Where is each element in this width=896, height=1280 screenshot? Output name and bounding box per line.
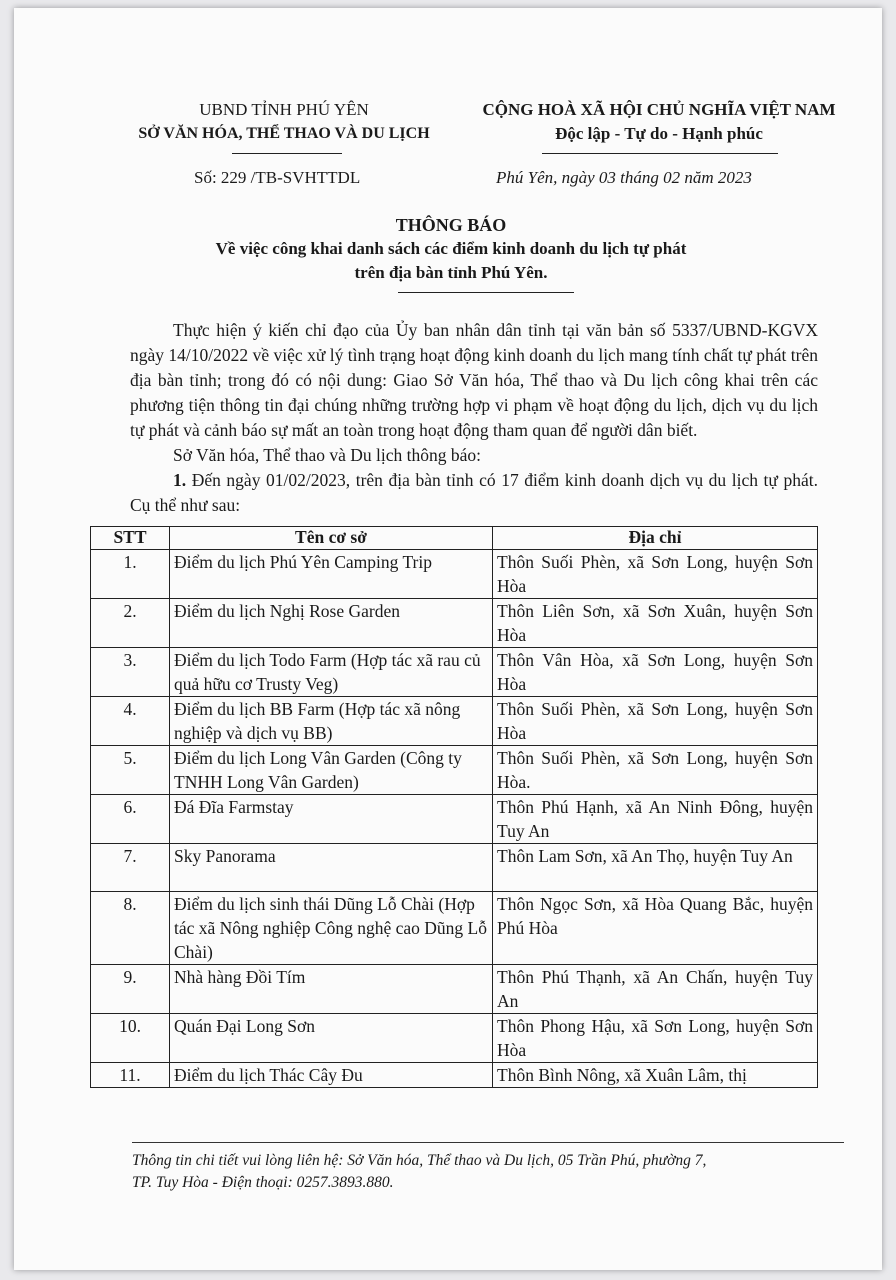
- cell-address: Thôn Ngọc Sơn, xã Hòa Quang Bắc, huyện Phú Hòa: [493, 892, 818, 965]
- table-row: [91, 1014, 818, 1063]
- cell-name: Điểm du lịch Phú Yên Camping Trip: [170, 550, 493, 599]
- footer-line2: TP. Tuy Hòa - Điện thoại: 0257.3893.880.: [132, 1174, 394, 1191]
- title-main: THÔNG BÁO: [395, 215, 507, 235]
- header-stt: STT: [91, 527, 170, 550]
- title-sub1: Về việc công khai danh sách các điểm kinh doanh du lịch tự phát: [215, 239, 687, 258]
- document-date: Phú Yên, ngày 03 tháng 02 năm 2023: [496, 168, 752, 187]
- table-row: [91, 746, 818, 795]
- cell-stt: 7.: [91, 844, 170, 892]
- table-header-row: [91, 527, 818, 550]
- cell-name: Đá Đĩa Farmstay: [170, 795, 493, 844]
- cell-address: Thôn Phú Hạnh, xã An Ninh Đông, huyện Tuy An: [493, 795, 818, 844]
- motto-underline: [542, 153, 778, 154]
- cell-address: Thôn Lam Sơn, xã An Thọ, huyện Tuy An: [493, 844, 818, 892]
- agency-line2: SỞ VĂN HÓA, THỂ THAO VÀ DU LỊCH: [138, 125, 430, 142]
- item-text: Đến ngày 01/02/2023, trên địa bàn tỉnh có 17 điểm kinh doanh dịch vụ du lịch tự phát. Cụ thể như sau:: [130, 470, 818, 515]
- nation-line1: CỘNG HOÀ XÃ HỘI CHỦ NGHĨA VIỆT NAM: [482, 100, 836, 119]
- table-row: [91, 1063, 818, 1088]
- cell-address: Thôn Phong Hậu, xã Sơn Long, huyện Sơn Hòa: [493, 1014, 818, 1063]
- agency-line1: UBND TỈNH PHÚ YÊN: [199, 100, 369, 119]
- title-underline: [398, 292, 574, 293]
- cell-name: Điểm du lịch BB Farm (Hợp tác xã nông nghiệp và dịch vụ BB): [170, 697, 493, 746]
- cell-stt: 5.: [91, 746, 170, 795]
- table-row: [91, 648, 818, 697]
- header-name: Tên cơ sở: [170, 527, 493, 550]
- body-paragraph-1: Thực hiện ý kiến chỉ đạo của Ủy ban nhân dân tỉnh tại văn bản số 5337/UBND-KGVX ngày 14/10/2022 về việc xử lý tình trạng hoạt động kinh doanh du lịch mang tính chất tự phát trên địa bàn tỉnh; trong đó có nội dung: Giao Sở Văn hóa, Thể thao và Du lịch công khai trên các phương tiện thông tin đại chúng những trường hợp vi phạm về hoạt động du lịch, dịch vụ du lịch tự phát và cảnh báo sự mất an toàn trong hoạt động tham quan để người dân biết.: [130, 320, 818, 440]
- cell-stt: 6.: [91, 795, 170, 844]
- cell-address: Thôn Vân Hòa, xã Sơn Long, huyện Sơn Hòa: [493, 648, 818, 697]
- document-number: Số: 229 /TB-SVHTTDL: [194, 168, 361, 187]
- body-paragraph-2: Sở Văn hóa, Thể thao và Du lịch thông báo:: [173, 445, 482, 465]
- nation-header: [444, 98, 874, 146]
- document-page: [14, 8, 882, 1270]
- contact-footer: [132, 1150, 844, 1194]
- table-row: [91, 697, 818, 746]
- header-address: Địa chỉ: [493, 527, 818, 550]
- cell-name: Nhà hàng Đồi Tím: [170, 965, 493, 1014]
- footer-divider: [132, 1142, 844, 1143]
- table-row: [91, 965, 818, 1014]
- agency-underline: [232, 153, 342, 154]
- cell-stt: 10.: [91, 1014, 170, 1063]
- agency-header: [114, 98, 454, 146]
- cell-stt: 2.: [91, 599, 170, 648]
- document-body: [130, 318, 818, 518]
- cell-address: Thôn Suối Phèn, xã Sơn Long, huyện Sơn Hòa: [493, 697, 818, 746]
- table-row: [91, 599, 818, 648]
- cell-name: Điểm du lịch Nghị Rose Garden: [170, 599, 493, 648]
- cell-address: Thôn Suối Phèn, xã Sơn Long, huyện Sơn Hòa: [493, 550, 818, 599]
- footer-line1: Thông tin chi tiết vui lòng liên hệ: Sở Văn hóa, Thể thao và Du lịch, 05 Trần Phú, phường 7,: [132, 1152, 707, 1169]
- item-number: 1.: [173, 470, 187, 490]
- body-paragraph-3: [130, 468, 818, 518]
- cell-stt: 11.: [91, 1063, 170, 1088]
- table-row: [91, 795, 818, 844]
- cell-name: Quán Đại Long Sơn: [170, 1014, 493, 1063]
- cell-stt: 8.: [91, 892, 170, 965]
- cell-address: Thôn Phú Thạnh, xã An Chấn, huyện Tuy An: [493, 965, 818, 1014]
- cell-name: Điểm du lịch sinh thái Dũng Lỗ Chài (Hợp tác xã Nông nghiệp Công nghệ cao Dũng Lỗ Chài): [170, 892, 493, 965]
- cell-name: Điểm du lịch Long Vân Garden (Công ty TNHH Long Vân Garden): [170, 746, 493, 795]
- cell-address: Thôn Liên Sơn, xã Sơn Xuân, huyện Sơn Hòa: [493, 599, 818, 648]
- cell-stt: 1.: [91, 550, 170, 599]
- document-title: [94, 213, 808, 285]
- table-row: [91, 892, 818, 965]
- cell-stt: 4.: [91, 697, 170, 746]
- table-row: [91, 844, 818, 892]
- tourism-sites-table: [90, 526, 818, 1088]
- cell-stt: 3.: [91, 648, 170, 697]
- table-row: [91, 550, 818, 599]
- cell-name: Sky Panorama: [170, 844, 493, 892]
- nation-line2: Độc lập - Tự do - Hạnh phúc: [555, 124, 763, 143]
- cell-stt: 9.: [91, 965, 170, 1014]
- cell-name: Điểm du lịch Todo Farm (Hợp tác xã rau củ quả hữu cơ Trusty Veg): [170, 648, 493, 697]
- cell-address: Thôn Bình Nông, xã Xuân Lâm, thị: [493, 1063, 818, 1088]
- cell-name: Điểm du lịch Thác Cây Đu: [170, 1063, 493, 1088]
- cell-address: Thôn Suối Phèn, xã Sơn Long, huyện Sơn Hòa.: [493, 746, 818, 795]
- title-sub2: trên địa bàn tỉnh Phú Yên.: [354, 263, 548, 282]
